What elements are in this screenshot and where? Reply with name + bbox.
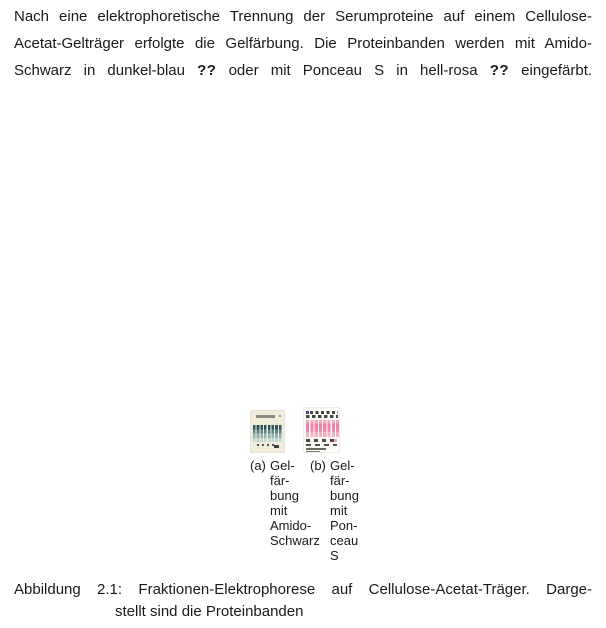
subfigure-b-caption-line: mit [330, 503, 348, 518]
gel-a-corner-mark [279, 415, 282, 418]
paragraph-text: oder mit Ponceau S in hell-rosa [228, 62, 478, 79]
gel-a-bottom-blob [274, 445, 279, 448]
gel-b-text-row-4 [306, 444, 337, 446]
gel-b-pink-mark [334, 439, 337, 443]
subfigure-a-label: (a) [250, 458, 266, 473]
subfigure-b-caption-line: Pon- [330, 518, 358, 533]
subfigure-b-caption-line: bung [330, 488, 359, 503]
gel-b-text-row-5 [306, 448, 326, 450]
subfigure-a-caption-line: Amido- [270, 518, 312, 533]
gel-image-amido-schwarz [250, 410, 285, 453]
subfigure-a-caption-line: bung [270, 488, 299, 503]
figure-caption-text: Fraktionen-Elektrophorese auf Cellulose-Acetat-Träger. Darge- [138, 581, 593, 598]
subfigure-a-caption-line: mit [270, 503, 288, 518]
subfigure-b-caption-line: S [330, 548, 339, 563]
subfigure-a-caption-line: Schwarz [270, 533, 320, 548]
gel-b-text-row-2 [306, 415, 338, 418]
paragraph-line [14, 3, 592, 30]
gel-b-protein-bands [306, 420, 339, 437]
gel-image-ponceau-s [303, 407, 340, 453]
figure-caption-text: stellt sind die Proteinbanden [115, 603, 304, 620]
unresolved-reference: ?? [489, 62, 510, 79]
subfigure-b-label: (b) [310, 458, 326, 473]
paragraph-text: Acetat-Gelträger erfolgte die Gelfärbung. Die Proteinbanden werden mit Amido- [14, 35, 592, 52]
body-paragraph [14, 3, 592, 84]
unresolved-reference: ?? [197, 62, 217, 79]
gel-b-text-row-1 [310, 411, 338, 414]
subfigure-b-caption-line: ceau [330, 533, 359, 548]
gel-a-protein-bands [253, 425, 282, 442]
gel-b-blue-mark [306, 411, 309, 414]
paragraph-text: Nach eine elektrophoretische Trennung der Serumproteine auf einem Cellulose- [14, 8, 592, 25]
gel-a-label-strip [256, 415, 275, 418]
paragraph-line [14, 30, 592, 57]
figure-caption-label: Abbildung 2.1: [14, 581, 123, 598]
gel-a-bottom-marks [257, 444, 274, 446]
subfigure-a-caption-line: fär- [270, 473, 290, 488]
subfigure-b-caption-line: fär- [330, 473, 350, 488]
gel-b-text-row-3 [306, 439, 335, 442]
subfigure-a-caption-line: Gel- [270, 458, 295, 473]
paragraph-text: Schwarz in dunkel-blau [14, 62, 185, 79]
figure-caption-line-2 [115, 601, 303, 623]
paragraph-line [14, 57, 592, 84]
figure-caption-line-1 [14, 579, 592, 601]
subfigure-b-caption-lines [330, 458, 359, 563]
gel-b-text-row-6 [306, 451, 320, 453]
subfigure-b-caption [310, 458, 359, 563]
paragraph-text: eingefärbt. [521, 62, 593, 79]
subfigure-b-caption-line: Gel- [330, 458, 355, 473]
